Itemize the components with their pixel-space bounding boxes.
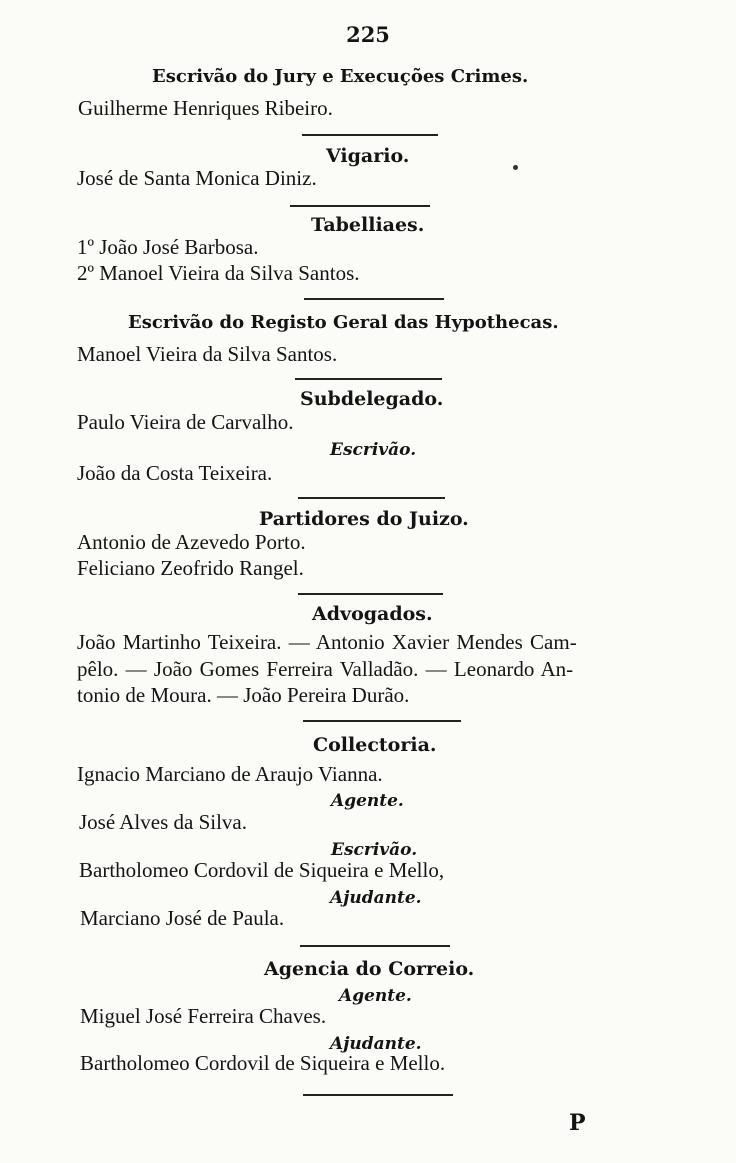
collectoria-role-ajudante: Ajudante.: [330, 888, 422, 908]
partidor-1: Antonio de Azevedo Porto.: [77, 530, 306, 554]
collectoria-ajudante-name: Marciano José de Paula.: [80, 906, 285, 930]
jury-heading: Escrivão do Jury e Execuções Crimes.: [152, 66, 529, 87]
subdelegado-name: Paulo Vieira de Carvalho.: [77, 410, 294, 434]
collectoria-heading: Collectoria.: [313, 734, 437, 756]
tabelliaes-heading: Tabelliaes.: [311, 214, 425, 236]
divider: [295, 378, 442, 380]
advogados-line-1: João Martinho Teixeira. — Antonio Xavier Mendes Cam-: [77, 630, 577, 654]
partidor-2: Feliciano Zeofrido Rangel.: [77, 556, 304, 580]
divider: [303, 1094, 453, 1096]
vigario-heading: Vigario.: [326, 145, 410, 167]
divider: [298, 593, 443, 595]
correio-role-ajudante: Ajudante.: [330, 1034, 422, 1054]
divider: [298, 497, 445, 499]
divider: [303, 720, 461, 722]
partidores-heading: Partidores do Juizo.: [259, 508, 469, 530]
ink-speck: [513, 165, 518, 170]
divider: [304, 298, 444, 300]
divider: [300, 945, 450, 947]
correio-agente-name: Miguel José Ferreira Chaves.: [80, 1004, 327, 1028]
subdelegado-role: Escrivão.: [330, 440, 417, 460]
tabelliao-1: 1º João José Barbosa.: [77, 235, 259, 259]
correio-role-agente: Agente.: [339, 986, 412, 1006]
jury-name: Guilherme Henriques Ribeiro.: [78, 96, 333, 120]
correio-heading: Agencia do Correio.: [264, 958, 475, 980]
subdelegado-clerk: João da Costa Teixeira.: [77, 461, 273, 485]
collectoria-escrivao-name: Bartholomeo Cordovil de Siqueira e Mello,: [79, 858, 445, 882]
subdelegado-heading: Subdelegado.: [300, 388, 444, 410]
divider: [302, 134, 438, 136]
advogados-heading: Advogados.: [312, 603, 433, 625]
advogados-line-3: tonio de Moura. — João Pereira Durão.: [77, 683, 410, 707]
divider: [290, 205, 430, 207]
vigario-name: José de Santa Monica Diniz.: [77, 166, 317, 190]
registo-heading: Escrivão do Registo Geral das Hypothecas.: [128, 312, 559, 333]
collectoria-role-escrivao: Escrivão.: [331, 840, 418, 860]
advogados-line-2: pêlo. — João Gomes Ferreira Valladão. — Leonardo An-: [77, 657, 574, 681]
registo-name: Manoel Vieira da Silva Santos.: [77, 342, 338, 366]
tabelliao-2: 2º Manoel Vieira da Silva Santos.: [77, 261, 360, 285]
correio-ajudante-name: Bartholomeo Cordovil de Siqueira e Mello.: [80, 1051, 446, 1075]
page-number: 225: [346, 22, 390, 47]
collectoria-name: Ignacio Marciano de Araujo Vianna.: [77, 762, 383, 786]
collectoria-role-agente: Agente.: [331, 791, 404, 811]
collectoria-agente-name: José Alves da Silva.: [79, 810, 247, 834]
signature-mark: P: [569, 1110, 586, 1136]
